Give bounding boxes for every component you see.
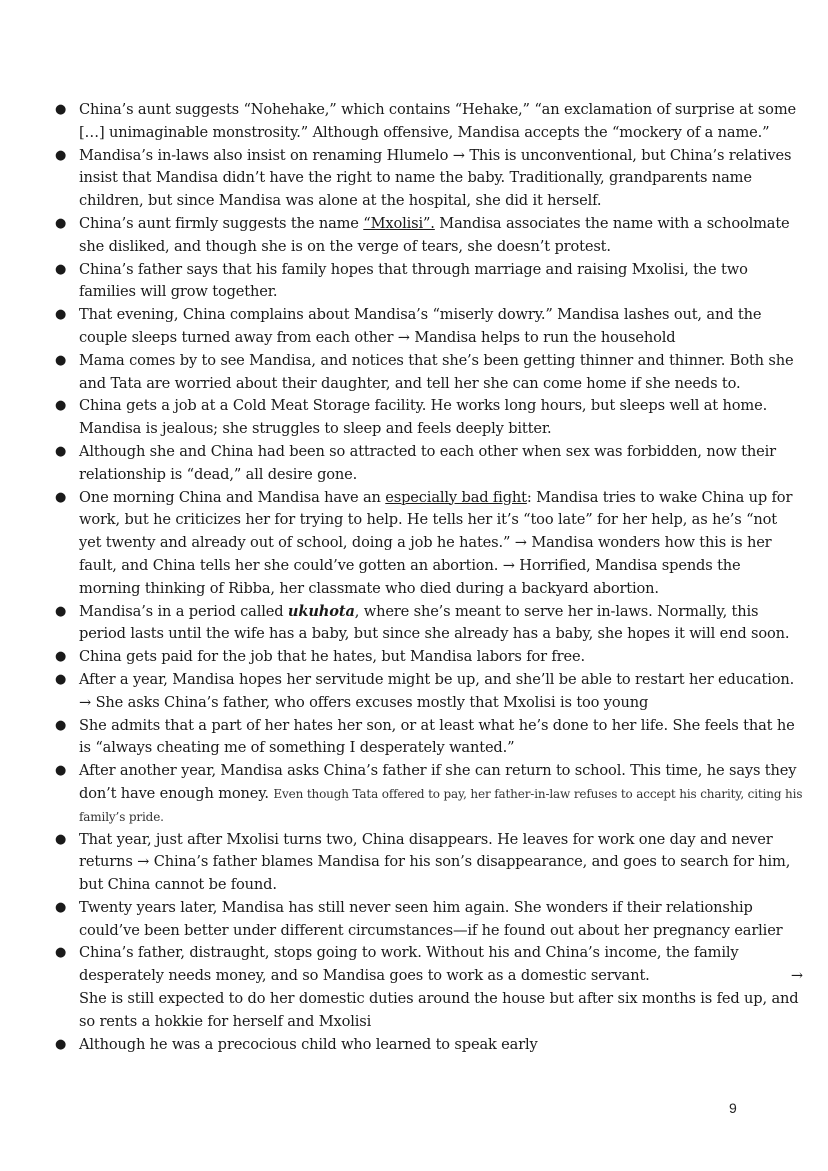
list-item bbox=[55, 487, 803, 601]
bullet-icon: ● bbox=[55, 443, 67, 459]
underlined-phrase: especially bad fight bbox=[385, 488, 527, 506]
list-item-text: That year, just after Mxolisi turns two, China disappears. He leaves for work one day and never returns → China’s father blames Mandisa for his son’s disappearance, and goes to search for him, but China cannot be found. bbox=[79, 830, 791, 894]
bullet-icon: ● bbox=[55, 603, 67, 619]
bullet-icon: ● bbox=[55, 831, 67, 847]
bullet-icon: ● bbox=[55, 261, 67, 277]
list-item-text: Twenty years later, Mandisa has still never seen him again. She wonders if their relationship could’ve been better under different circumstances—if he found out about her pregnancy earlier bbox=[79, 898, 783, 939]
list-item bbox=[55, 601, 803, 647]
list-item bbox=[55, 829, 803, 897]
list-item-text: Although he was a precocious child who learned to speak early bbox=[79, 1035, 538, 1053]
list-item bbox=[55, 715, 803, 761]
list-item bbox=[55, 897, 803, 943]
list-item-text: That evening, China complains about Mandisa’s “miserly dowry.” Mandisa lashes out, and the couple sleeps turned away from each other → Mandisa helps to run the household bbox=[79, 306, 762, 346]
emphasized-term: ukuhota bbox=[287, 602, 355, 620]
page-number: 9 bbox=[729, 1100, 737, 1116]
small-print-text: Even though Tata offered to pay, her father-in-law refuses to accept his charity, citing his family’s pride. bbox=[79, 786, 803, 824]
bullet-icon: ● bbox=[55, 945, 67, 961]
arrow-icon: → bbox=[790, 967, 803, 985]
list-item bbox=[55, 213, 803, 259]
bullet-icon: ● bbox=[55, 215, 67, 231]
list-item bbox=[55, 669, 803, 715]
list-item-continuation: She is still expected to do her domestic duties around the house but after six months is fed up, and so rents a hokkie for herself and Mxolisi bbox=[79, 990, 799, 1030]
list-item-text: China’s aunt suggests “Nohehake,” which contains “Hehake,” “an exclamation of surprise at some […] unimaginable monstrosity.” Although offensive, Mandisa accepts the “mockery of a name.” bbox=[79, 101, 796, 141]
list-item bbox=[55, 646, 803, 669]
bullet-icon: ● bbox=[55, 763, 67, 779]
list-item-text: China’s aunt firmly suggests the name bbox=[79, 214, 364, 232]
list-item-text: , where she’s meant to serve her in-laws. Normally, this period lasts until the wife has a baby, but since she already has a baby, she hopes it will end soon. bbox=[79, 602, 790, 643]
list-item bbox=[55, 145, 803, 213]
bullet-icon: ● bbox=[55, 899, 67, 915]
list-item bbox=[55, 1034, 803, 1057]
list-item-text: Mandisa’s in a period called bbox=[79, 602, 288, 620]
list-item bbox=[55, 395, 803, 441]
bullet-icon: ● bbox=[55, 489, 67, 505]
bullet-icon: ● bbox=[55, 1036, 67, 1052]
list-item-text: China’s father says that his family hopes that through marriage and raising Mxolisi, the two families will grow together. bbox=[79, 260, 748, 301]
bullet-icon: ● bbox=[55, 102, 67, 117]
list-item-text: China’s father, distraught, stops going to work. Without his and China’s income, the family desperately needs money, and so Mandisa goes to work as a domestic servant. bbox=[79, 944, 739, 985]
bullet-list bbox=[55, 99, 803, 1056]
bullet-icon: ● bbox=[55, 398, 67, 414]
list-item-text: Mama comes by to see Mandisa, and notices that she’s been getting thinner and thinner. Both she and Tata are worried about their daughter, and tell her she can come home if she needs to. bbox=[79, 351, 794, 392]
list-item bbox=[55, 942, 803, 1033]
list-item-text: China gets a job at a Cold Meat Storage facility. He works long hours, but sleeps well at home. Mandisa is jealous; she struggles to sleep and feels deeply bitter. bbox=[79, 397, 768, 438]
list-item-text: Although she and China had been so attracted to each other when sex was forbidden, now their relationship is “dead,” all desire gone. bbox=[79, 442, 776, 483]
underlined-name: “Mxolisi”. bbox=[363, 214, 435, 232]
list-item-text: After another year, Mandisa asks China’s father if she can return to school. This time, he says they don’t have enough money. bbox=[79, 762, 797, 802]
list-item bbox=[55, 760, 803, 828]
bullet-icon: ● bbox=[55, 671, 67, 687]
bullet-icon: ● bbox=[55, 649, 67, 665]
list-item bbox=[55, 99, 803, 145]
list-item-text: Mandisa’s in-laws also insist on renaming Hlumelo → This is unconventional, but China’s relatives insist that Mandisa didn’t have the right to name the baby. Traditionally, grandparents name children, but since Mandisa was alone at the hospital, she did it herself. bbox=[79, 146, 792, 210]
list-item bbox=[55, 259, 803, 305]
list-item-text: : Mandisa tries to wake China up for work, but he criticizes her for trying to help. He tells her it’s “too late” for her help, as he’s “not yet twenty and already out of school, doing a job he hates.” → Mandisa wonders how this is her fault, and China tells her she could’ve gotten an abortion. → Horrified, Mandisa spends the morning thinking of Ribba, her classmate who died during a backyard abortion. bbox=[79, 488, 793, 597]
list-item-continuation: → She asks China’s father, who offers excuses mostly that Mxolisi is too young bbox=[79, 693, 649, 711]
list-item bbox=[55, 350, 803, 396]
list-item-text: After a year, Mandisa hopes her servitude might be up, and she’ll be able to restart her education. bbox=[79, 670, 795, 688]
list-item-text: Mandisa associates the name with a schoolmate she disliked, and though she is on the verge of tears, she doesn’t protest. bbox=[79, 214, 790, 255]
bullet-icon: ● bbox=[55, 147, 67, 163]
list-item-text: China gets paid for the job that he hates, but Mandisa labors for free. bbox=[79, 648, 585, 666]
bullet-icon: ● bbox=[55, 717, 67, 733]
bullet-icon: ● bbox=[55, 307, 67, 323]
list-item-text: One morning China and Mandisa have an bbox=[79, 488, 386, 506]
bullet-icon: ● bbox=[55, 352, 67, 368]
list-item bbox=[55, 304, 803, 350]
list-item-text: She admits that a part of her hates her son, or at least what he’s done to her life. She feels that he is “always cheating me of something I desperately wanted.” bbox=[79, 716, 795, 757]
list-item bbox=[55, 441, 803, 487]
